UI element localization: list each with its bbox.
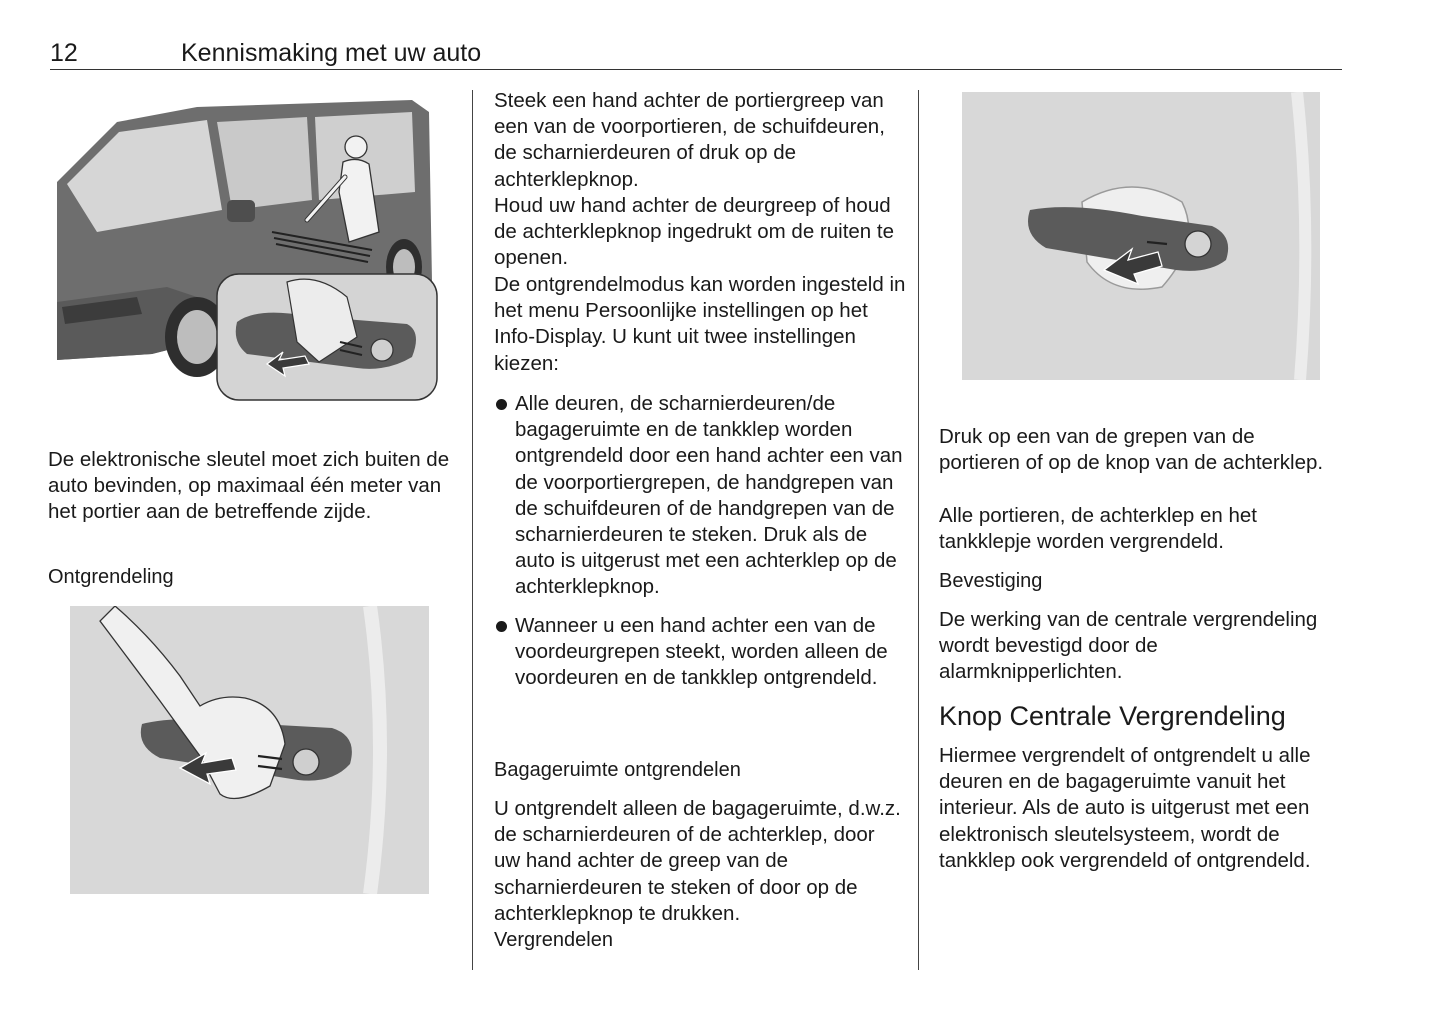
central-lock-button-text: Hiermee vergrendelt of ontgrendelt u alle deuren en de bagageruimte vanuit het interieur. Als de auto is uitgerust met een elektronisch sleutelsysteem, wordt de tankklep ook vergrendeld of ontgrendeld. bbox=[939, 744, 1311, 872]
unlock-instruction-text: Steek een hand achter de portiergreep van een van de voorportieren, de schuifdeuren, de scharnierdeuren of druk op de achterklepknop. bbox=[494, 89, 885, 191]
list-item bbox=[494, 613, 906, 692]
heading-bagageruimte-ontgrendelen: Bagageruimte ontgrendelen bbox=[494, 759, 741, 781]
door-handle-unlock-illustration bbox=[70, 606, 429, 894]
confirmation-text: De werking van de centrale vergrendeling wordt bevestigd door de alarmknipperlichten. bbox=[939, 608, 1318, 684]
unlock-options-list bbox=[494, 391, 906, 691]
column-divider-left bbox=[472, 90, 473, 970]
section-title: Knop Centrale Vergrendeling bbox=[939, 701, 1286, 731]
heading-bevestiging: Bevestiging bbox=[939, 570, 1043, 592]
bullet-icon bbox=[496, 399, 507, 410]
lock-instruction-text: Druk op een van de grepen van de portieren of op de knop van de achterklep. bbox=[939, 425, 1324, 475]
bullet-text: Wanneer u een hand achter een van de voordeurgrepen steekt, worden alleen de voordeuren en de tankklep ontgrendeld. bbox=[515, 613, 888, 690]
list-item bbox=[494, 391, 906, 601]
page-number: 12 bbox=[50, 39, 78, 67]
van-unlock-illustration bbox=[57, 92, 439, 402]
bullet-icon bbox=[496, 621, 507, 632]
heading-vergrendelen: Vergrendelen bbox=[494, 929, 613, 951]
chapter-title: Kennismaking met uw auto bbox=[181, 39, 482, 67]
unlock-mode-text: De ontgrendelmodus kan worden ingesteld in het menu Persoonlijke instellingen op het Info-Display. U kunt uit twee instellingen kiezen: bbox=[494, 273, 906, 375]
heading-ontgrendeling: Ontgrendeling bbox=[48, 566, 174, 588]
all-doors-locked-text: Alle portieren, de achterklep en het tankklepje worden vergrendeld. bbox=[939, 504, 1257, 554]
door-handle-lock-illustration bbox=[962, 92, 1320, 380]
open-windows-text: Houd uw hand achter de deurgreep of houd de achterklepknop ingedrukt om de ruiten te openen. bbox=[494, 194, 895, 270]
page-header bbox=[50, 38, 1342, 70]
column-divider-right bbox=[918, 90, 919, 970]
trunk-unlock-text: U ontgrendelt alleen de bagageruimte, d.w.z. de scharnierdeuren of de achterklep, door uw hand achter de greep van de scharnierdeuren te steken of door op de achterklepknop te drukken. bbox=[494, 797, 901, 925]
bullet-text: Alle deuren, de scharnierdeuren/de bagageruimte en de tankklep worden ontgrendeld door een hand achter een van de voorportiergrepen, de handgrepen van de schuifdeuren of de handgrepen van de scharnierdeuren te steken. Druk als de auto is uitgerust met een achterklep op de achterklepknop. bbox=[515, 392, 903, 599]
electronic-key-distance-text: De elektronische sleutel moet zich buiten de auto bevinden, op maximaal één meter van het portier aan de betreffende zijde. bbox=[48, 448, 450, 524]
